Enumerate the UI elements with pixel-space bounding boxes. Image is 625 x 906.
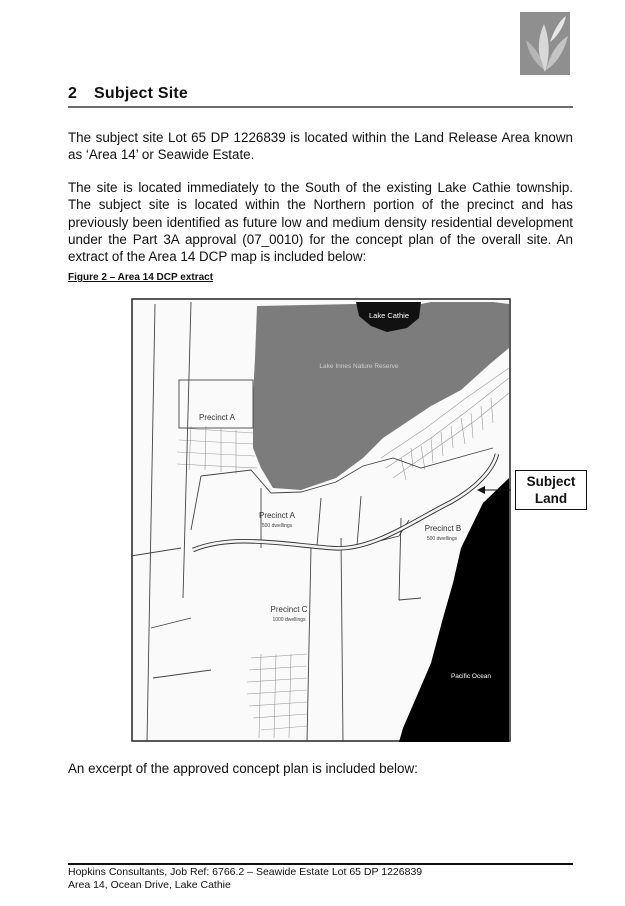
subject-land-callout bbox=[515, 470, 587, 510]
map-label-precinct-a: Precinct A bbox=[258, 511, 296, 520]
map-label-pacific-ocean: Pacific Ocean bbox=[450, 673, 492, 680]
intro-paragraph: The subject site Lot 65 DP 1226839 is located within the Land Release Area known as ‘Area 14’ or Seawide Estate. bbox=[68, 130, 573, 163]
callout-line-1: Subject bbox=[526, 474, 576, 489]
footer-line-2: Area 14, Ocean Drive, Lake Cathie bbox=[68, 879, 231, 891]
dcp-map bbox=[131, 298, 511, 742]
page-footer bbox=[68, 866, 422, 892]
map-label-precinct-a-north: Precinct A bbox=[198, 413, 236, 422]
location-paragraph: The site is located immediately to the South of the existing Lake Cathie township. The subject site is located within the Northern portion of the precinct and has previously been identified as future low and medium density residential development under the Part 3A approval (07_0010) for the concept plan of the overall site. An extract of the Area 14 DCP map is included below: bbox=[68, 180, 573, 265]
figure-caption: Figure 2 – Area 14 DCP extract bbox=[68, 272, 214, 283]
map-label-precinct-b-dwellings: 500 dwellings bbox=[426, 536, 458, 542]
map-label-precinct-a-dwellings: 500 dwellings bbox=[261, 523, 293, 529]
company-logo bbox=[520, 12, 570, 75]
map-label-reserve: Lake Innes Nature Reserve bbox=[319, 363, 399, 370]
footer-rule bbox=[68, 863, 573, 865]
callout-line-2: Land bbox=[534, 491, 568, 506]
map-label-precinct-c: Precinct C bbox=[270, 605, 308, 614]
map-label-lake-cathie: Lake Cathie bbox=[368, 311, 410, 320]
section-title: Subject Site bbox=[94, 85, 188, 102]
map-label-precinct-c-dwellings: 1000 dwellings bbox=[272, 617, 306, 623]
footer-line-1: Hopkins Consultants, Job Ref: 6766.2 – Seawide Estate Lot 65 DP 1226839 bbox=[68, 866, 423, 878]
heading-rule bbox=[68, 106, 573, 108]
concept-plan-paragraph: An excerpt of the approved concept plan is included below: bbox=[68, 761, 418, 776]
section-number: 2 bbox=[68, 85, 78, 102]
section-heading bbox=[68, 85, 188, 103]
map-label-precinct-b: Precinct B bbox=[424, 524, 462, 533]
